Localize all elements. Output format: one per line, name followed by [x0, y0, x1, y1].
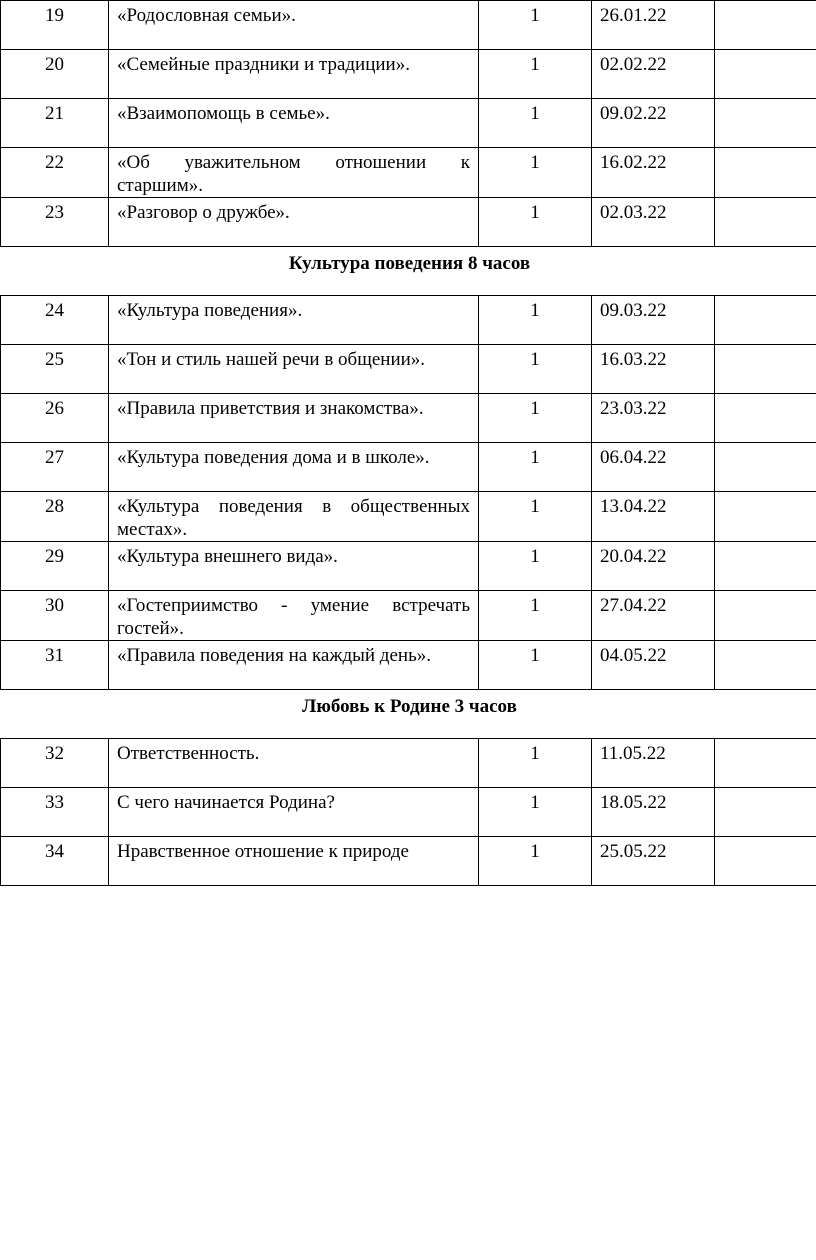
lesson-date: 27.04.22: [592, 591, 715, 641]
section-title: Любовь к Родине 3 часов: [1, 690, 816, 739]
empty-cell: [715, 148, 816, 198]
lesson-topic: «Родословная семьи».: [109, 1, 479, 50]
lesson-hours: 1: [479, 492, 592, 542]
row-number: 28: [1, 492, 109, 542]
lesson-hours: 1: [479, 641, 592, 690]
row-number: 26: [1, 394, 109, 443]
lesson-date: 09.02.22: [592, 99, 715, 148]
lesson-date: 04.05.22: [592, 641, 715, 690]
lesson-date: 09.03.22: [592, 296, 715, 345]
lesson-hours: 1: [479, 788, 592, 837]
empty-cell: [715, 99, 816, 148]
lesson-topic: С чего начинается Родина?: [109, 788, 479, 837]
row-number: 29: [1, 542, 109, 591]
lesson-date: 26.01.22: [592, 1, 715, 50]
table-row: [1, 443, 816, 492]
lesson-topic: Ответственность.: [109, 739, 479, 788]
lesson-date: 16.03.22: [592, 345, 715, 394]
empty-cell: [715, 591, 816, 641]
lesson-hours: 1: [479, 1, 592, 50]
lesson-hours: 1: [479, 837, 592, 886]
lesson-topic: «Культура внешнего вида».: [109, 542, 479, 591]
lesson-hours: 1: [479, 739, 592, 788]
table-row: [1, 296, 816, 345]
table-row: [1, 837, 816, 886]
lesson-hours: 1: [479, 394, 592, 443]
lesson-hours: 1: [479, 542, 592, 591]
row-number: 34: [1, 837, 109, 886]
lesson-hours: 1: [479, 591, 592, 641]
lesson-date: 13.04.22: [592, 492, 715, 542]
row-number: 31: [1, 641, 109, 690]
empty-cell: [715, 837, 816, 886]
lesson-hours: 1: [479, 99, 592, 148]
empty-cell: [715, 641, 816, 690]
lesson-topic: «Семейные праздники и традиции».: [109, 50, 479, 99]
section-header-row: [1, 690, 816, 739]
row-number: 19: [1, 1, 109, 50]
table-row: [1, 591, 816, 641]
lesson-topic: «Разговор о дружбе».: [109, 198, 479, 247]
row-number: 30: [1, 591, 109, 641]
lesson-topic: «Об уважительном отношении к старшим».: [109, 148, 479, 198]
table-row: [1, 394, 816, 443]
lesson-hours: 1: [479, 50, 592, 99]
table-row: [1, 1, 816, 50]
table-row: [1, 542, 816, 591]
empty-cell: [715, 542, 816, 591]
row-number: 25: [1, 345, 109, 394]
row-number: 32: [1, 739, 109, 788]
row-number: 21: [1, 99, 109, 148]
empty-cell: [715, 1, 816, 50]
lesson-hours: 1: [479, 198, 592, 247]
lesson-hours: 1: [479, 345, 592, 394]
row-number: 23: [1, 198, 109, 247]
empty-cell: [715, 296, 816, 345]
lesson-date: 16.02.22: [592, 148, 715, 198]
lesson-topic: «Культура поведения в общественных местах».: [109, 492, 479, 542]
lesson-date: 23.03.22: [592, 394, 715, 443]
table-row: [1, 788, 816, 837]
table-row: [1, 641, 816, 690]
lesson-date: 18.05.22: [592, 788, 715, 837]
lesson-hours: 1: [479, 148, 592, 198]
row-number: 24: [1, 296, 109, 345]
empty-cell: [715, 739, 816, 788]
lesson-hours: 1: [479, 443, 592, 492]
row-number: 33: [1, 788, 109, 837]
row-number: 20: [1, 50, 109, 99]
lesson-topic: «Правила поведения на каждый день».: [109, 641, 479, 690]
lesson-topic: «Тон и стиль нашей речи в общении».: [109, 345, 479, 394]
empty-cell: [715, 394, 816, 443]
row-number: 22: [1, 148, 109, 198]
empty-cell: [715, 345, 816, 394]
table-row: [1, 492, 816, 542]
table-row: [1, 50, 816, 99]
table-row: [1, 148, 816, 198]
empty-cell: [715, 492, 816, 542]
empty-cell: [715, 443, 816, 492]
empty-cell: [715, 50, 816, 99]
lesson-topic: Нравственное отношение к природе: [109, 837, 479, 886]
lesson-hours: 1: [479, 296, 592, 345]
empty-cell: [715, 198, 816, 247]
row-number: 27: [1, 443, 109, 492]
empty-cell: [715, 788, 816, 837]
table-row: [1, 99, 816, 148]
lesson-topic: «Гостеприимство - умение встречать гостей».: [109, 591, 479, 641]
section-header-row: [1, 247, 816, 296]
lesson-date: 02.02.22: [592, 50, 715, 99]
table-row: [1, 739, 816, 788]
lesson-topic: «Взаимопомощь в семье».: [109, 99, 479, 148]
section-title: Культура поведения 8 часов: [1, 247, 816, 296]
table-row: [1, 198, 816, 247]
lesson-date: 25.05.22: [592, 837, 715, 886]
lesson-topic: «Культура поведения».: [109, 296, 479, 345]
lesson-date: 11.05.22: [592, 739, 715, 788]
lesson-topic: «Правила приветствия и знакомства».: [109, 394, 479, 443]
lesson-date: 20.04.22: [592, 542, 715, 591]
lesson-date: 06.04.22: [592, 443, 715, 492]
table-row: [1, 345, 816, 394]
lesson-date: 02.03.22: [592, 198, 715, 247]
lesson-topic: «Культура поведения дома и в школе».: [109, 443, 479, 492]
